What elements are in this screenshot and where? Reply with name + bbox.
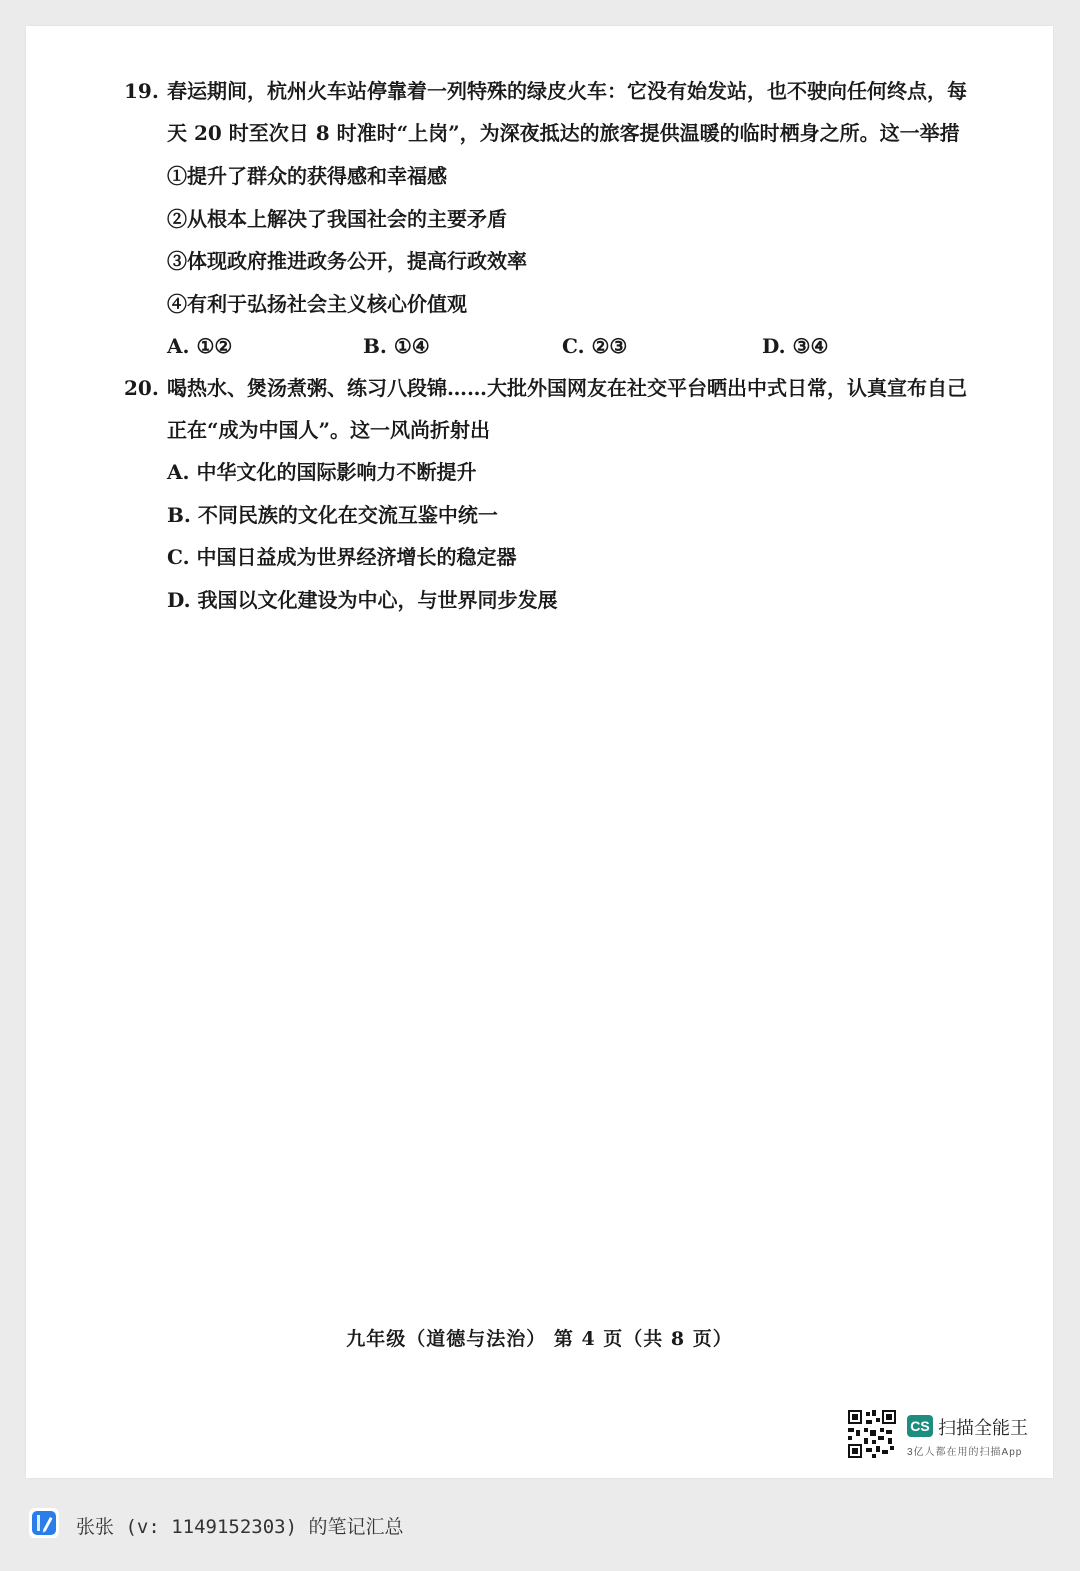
document-page — [26, 26, 1053, 1478]
question-stem-line: 正在“成为中国人”。这一风尚折射出 — [167, 418, 491, 442]
answer-option-a: A. 中华文化的国际影响力不断提升 — [167, 460, 477, 484]
statement: ②从根本上解决了我国社会的主要矛盾 — [167, 207, 507, 231]
statement: ④有利于弘扬社会主义核心价值观 — [167, 292, 467, 316]
answer-option-c: C. ②③ — [562, 334, 628, 358]
question-number: 19. — [124, 79, 159, 103]
note-source-bar — [0, 1478, 1080, 1571]
answer-option-b: B. 不同民族的文化在交流互鉴中统一 — [167, 503, 498, 527]
question-stem-line: 喝热水、煲汤煮粥、练习八段锦……大批外国网友在社交平台晒出中式日常，认真宣布自己 — [167, 376, 967, 400]
question-stem-line: 天 20 时至次日 8 时准时“上岗”，为深夜抵达的旅客提供温暖的临时栖身之所。这一举措 — [167, 121, 960, 145]
answer-option-d: D. 我国以文化建设为中心，与世界同步发展 — [167, 588, 558, 612]
statement: ③体现政府推进政务公开，提高行政效率 — [167, 249, 527, 273]
answer-option-d: D. ③④ — [762, 334, 829, 358]
answer-option-b: B. ①④ — [363, 334, 430, 358]
page-footer: 九年级（道德与法治） 第 4 页（共 8 页） — [346, 1328, 733, 1350]
answer-option-c: C. 中国日益成为世界经济增长的稳定器 — [167, 545, 517, 569]
scanner-tagline: 3亿人都在用的扫描App — [907, 1447, 1023, 1458]
statement: ①提升了群众的获得感和幸福感 — [167, 164, 447, 188]
answer-option-a: A. ①② — [167, 334, 233, 358]
scanner-logo-badge: CS — [907, 1415, 933, 1437]
question-number: 20. — [124, 376, 159, 400]
note-owner-label: 张张 (v: 1149152303) 的笔记汇总 — [76, 1516, 404, 1538]
question-stem-line: 春运期间，杭州火车站停靠着一列特殊的绿皮火车：它没有始发站，也不驶向任何终点，每 — [167, 79, 967, 103]
note-pen-icon[interactable] — [29, 1508, 59, 1538]
scanner-app-name: 扫描全能王 — [938, 1418, 1028, 1438]
qr-code-icon — [848, 1410, 896, 1458]
